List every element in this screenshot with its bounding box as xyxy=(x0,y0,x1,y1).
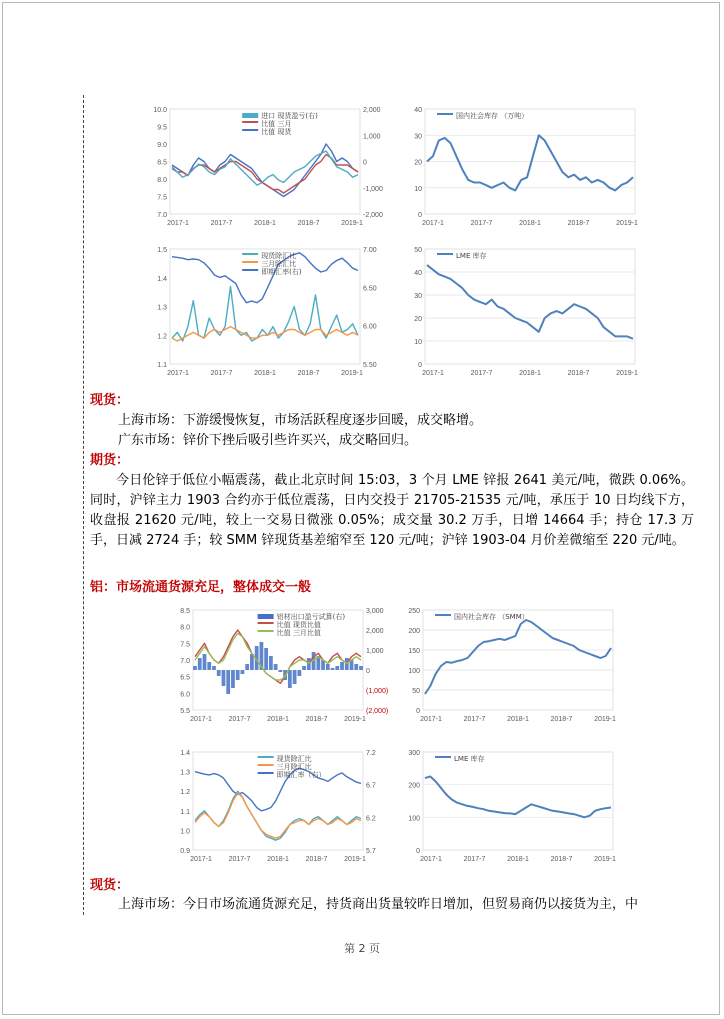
y-right-tick-label: 1,000 xyxy=(363,133,381,141)
y-right-tick-label: (1,000) xyxy=(366,688,389,695)
x-tick-label: 2017-1 xyxy=(422,220,444,227)
y-tick-label: 1.2 xyxy=(180,789,190,797)
x-tick-label: 2017-7 xyxy=(210,220,233,227)
y-tick-label: 6.0 xyxy=(180,691,190,699)
legend-label: 现货除汇比 xyxy=(261,252,297,260)
page-number: 第 2 页 xyxy=(344,942,380,955)
zinc-ratio-chart-svg xyxy=(140,97,390,232)
legend-label: 铝材出口盈亏试算(右) xyxy=(276,613,346,621)
x-tick-label: 2018-1 xyxy=(254,220,276,227)
legend-swatch xyxy=(242,121,258,123)
x-tick-label: 2017-7 xyxy=(228,856,251,863)
zinc-fx-ratio-chart-svg xyxy=(140,237,390,382)
bar xyxy=(250,654,254,670)
x-tick-label: 2017-7 xyxy=(470,370,493,377)
y-right-tick-label: 1,000 xyxy=(366,648,384,655)
legend-label: 三月除汇比 xyxy=(261,260,297,268)
aluminum-fx-ratio-chart-svg xyxy=(165,740,393,868)
aluminum-fx-ratio-chart xyxy=(165,740,393,868)
y-right-tick-label: 3,000 xyxy=(366,608,384,615)
legend-label: 即期汇率（右） xyxy=(276,771,326,779)
legend-label: LME 库存 xyxy=(454,755,485,763)
y-tick-label: 30 xyxy=(414,293,422,300)
y-right-tick-label: (2,000) xyxy=(366,708,389,715)
legend-swatch xyxy=(242,113,258,118)
x-tick-label: 2019-1 xyxy=(341,220,363,227)
y-right-tick-label: -1,000 xyxy=(363,185,383,193)
y-right-tick-label: 6.2 xyxy=(366,815,376,823)
y-right-tick-label: 2,000 xyxy=(366,628,384,635)
y-tick-label: 1.0 xyxy=(180,828,190,836)
bar xyxy=(274,664,278,670)
margin-guide-line xyxy=(83,95,84,915)
legend-label: 国内社会库存 （万吨） xyxy=(456,112,529,120)
bar xyxy=(278,670,282,672)
aluminum-spot-heading: 现货： xyxy=(90,878,130,893)
aluminum-lme-stock-chart-svg xyxy=(398,740,623,868)
bar xyxy=(226,670,230,694)
y-tick-label: 0 xyxy=(416,848,420,855)
y-tick-label: 100 xyxy=(408,815,420,823)
y-tick-label: 7.0 xyxy=(157,212,167,219)
x-tick-label: 2017-7 xyxy=(210,370,233,377)
zinc-fx-ratio-chart xyxy=(140,237,390,382)
legend-swatch xyxy=(242,253,258,255)
zinc-ratio-chart xyxy=(140,97,390,232)
legend-swatch xyxy=(437,253,453,255)
x-tick-label: 2019-1 xyxy=(616,370,638,377)
legend-swatch xyxy=(435,756,451,758)
legend-label: 比值 三月比值 xyxy=(276,629,321,637)
bar xyxy=(354,664,358,670)
plot-area xyxy=(423,752,613,850)
plot-area xyxy=(425,249,635,364)
x-tick-label: 2018-7 xyxy=(567,220,590,227)
zinc-spot-heading: 现货： xyxy=(90,393,130,408)
bar xyxy=(231,670,235,688)
legend-swatch xyxy=(242,261,258,263)
y-tick-label: 30 xyxy=(414,133,422,141)
y-tick-label: 6.5 xyxy=(180,674,190,682)
bar xyxy=(198,658,202,670)
x-tick-label: 2018-7 xyxy=(550,716,573,723)
aluminum-spot-shanghai: 上海市场：今日市场流通货源充足，持货商出货量较昨日增加，但贸易商仍以接货为主，中 xyxy=(118,897,639,912)
y-tick-label: 50 xyxy=(414,247,422,254)
zinc-domestic-stock-chart-svg xyxy=(400,97,645,232)
legend-swatch xyxy=(258,622,274,624)
y-tick-label: 1.5 xyxy=(157,247,167,254)
series-line xyxy=(425,620,611,694)
y-right-tick-label: 5.50 xyxy=(363,362,377,369)
y-tick-label: 7.0 xyxy=(180,658,190,665)
y-tick-label: 200 xyxy=(408,628,420,635)
x-tick-label: 2018-7 xyxy=(550,856,573,863)
series-line xyxy=(425,777,611,818)
x-tick-label: 2019-1 xyxy=(341,370,363,377)
zinc-spot-shanghai: 上海市场：下游缓慢恢复，市场活跃程度逐步回暖，成交略增。 xyxy=(118,413,483,428)
bar xyxy=(236,670,240,680)
y-tick-label: 8.0 xyxy=(157,177,167,184)
y-tick-label: 5.5 xyxy=(180,708,190,715)
legend-label: LME 库存 xyxy=(456,252,487,260)
series-line xyxy=(427,135,633,190)
y-right-tick-label: 6.00 xyxy=(363,323,377,331)
y-tick-label: 1.2 xyxy=(157,333,167,341)
series-line xyxy=(195,793,361,838)
y-tick-label: 250 xyxy=(408,608,420,615)
x-tick-label: 2017-1 xyxy=(420,856,442,863)
bar xyxy=(245,664,249,670)
x-tick-label: 2017-1 xyxy=(167,220,189,227)
zinc-futures-paragraph: 今日伦锌于低位小幅震荡，截止北京时间 15:03，3 个月 LME 锌报 2641 美元/吨，微跌 0.06%。同时，沪锌主力 1903 合约亦于低位震荡，日内交投于 21705-21535 元/吨，承压于 10 日均线下方，收盘报 21620 元/吨，较上一交易日微涨 0.05%；成交量 30.2 万手，日增 14664 手；持仓 17.3 万手，日减 2724 手；较 SMM 锌现货基差缩窄至 120 元/吨；沪锌 1903-04 月价差微缩至 220 元/吨。 xyxy=(90,473,694,548)
y-tick-label: 200 xyxy=(408,782,420,790)
legend-swatch xyxy=(437,113,453,115)
zinc-lme-stock-chart xyxy=(400,237,645,382)
y-tick-label: 8.5 xyxy=(157,159,167,167)
series-line xyxy=(172,155,358,194)
x-tick-label: 2018-1 xyxy=(507,856,529,863)
legend-label: 比值 三月 xyxy=(261,120,292,128)
y-right-tick-label: 6.50 xyxy=(363,285,377,293)
y-right-tick-label: 7.2 xyxy=(366,750,376,757)
y-right-tick-label: 2,000 xyxy=(363,107,381,114)
x-tick-label: 2017-1 xyxy=(167,370,189,377)
y-tick-label: 9.5 xyxy=(157,124,167,132)
x-tick-label: 2018-1 xyxy=(267,716,289,723)
y-tick-label: 100 xyxy=(408,668,420,675)
x-tick-label: 2019-1 xyxy=(594,716,616,723)
y-tick-label: 8.0 xyxy=(180,624,190,632)
legend-swatch xyxy=(435,614,451,616)
y-tick-label: 1.3 xyxy=(180,769,190,777)
aluminum-lme-stock-chart xyxy=(398,740,623,868)
y-tick-label: 1.3 xyxy=(157,304,167,312)
bar xyxy=(293,670,297,684)
y-tick-label: 20 xyxy=(414,316,422,323)
zinc-futures-heading: 期货： xyxy=(90,453,130,468)
y-tick-label: 40 xyxy=(414,107,422,114)
x-tick-label: 2019-1 xyxy=(344,716,366,723)
bar xyxy=(269,656,273,670)
bar xyxy=(217,670,221,676)
y-tick-label: 40 xyxy=(414,270,422,277)
series-line xyxy=(172,151,358,185)
y-tick-label: 50 xyxy=(412,688,420,695)
x-tick-label: 2018-1 xyxy=(519,220,541,227)
x-tick-label: 2017-7 xyxy=(228,716,251,723)
bar xyxy=(307,658,311,670)
y-right-tick-label: 0 xyxy=(366,668,370,675)
x-tick-label: 2017-7 xyxy=(470,220,493,227)
y-tick-label: 8.5 xyxy=(180,608,190,615)
bar xyxy=(326,664,330,670)
y-right-tick-label: 5.7 xyxy=(366,848,376,855)
y-tick-label: 0 xyxy=(416,708,420,715)
legend-swatch xyxy=(242,269,258,271)
series-line xyxy=(172,144,358,197)
bar xyxy=(207,662,211,670)
y-tick-label: 9.0 xyxy=(157,142,167,149)
series-line xyxy=(195,791,361,840)
x-tick-label: 2018-7 xyxy=(297,220,320,227)
aluminum-domestic-stock-chart-svg xyxy=(398,598,623,728)
aluminum-domestic-stock-chart xyxy=(398,598,623,728)
aluminum-section-title: 铝：市场流通货源充足，整体成交一般 xyxy=(90,580,312,595)
legend-label: 国内社会库存 （SMM） xyxy=(454,613,529,621)
y-right-tick-label: 6.7 xyxy=(366,782,376,790)
legend-label: 现货除汇比 xyxy=(276,755,312,763)
x-tick-label: 2019-1 xyxy=(616,220,638,227)
y-tick-label: 20 xyxy=(414,159,422,167)
legend-swatch xyxy=(258,630,274,632)
x-tick-label: 2019-1 xyxy=(344,856,366,863)
legend-swatch xyxy=(258,614,274,619)
legend-swatch xyxy=(258,756,274,758)
legend-swatch xyxy=(242,129,258,131)
aluminum-ratio-chart-svg xyxy=(165,598,393,728)
x-tick-label: 2018-7 xyxy=(297,370,320,377)
zinc-spot-guangdong: 广东市场：锌价下挫后吸引些许买兴，成交略回归。 xyxy=(118,433,418,448)
y-tick-label: 10 xyxy=(414,185,422,193)
y-tick-label: 10.0 xyxy=(153,107,167,114)
bar xyxy=(340,662,344,670)
y-tick-label: 150 xyxy=(408,648,420,655)
y-tick-label: 1.1 xyxy=(180,808,190,816)
bar xyxy=(359,666,363,670)
y-right-tick-label: 0 xyxy=(363,159,367,167)
x-tick-label: 2017-7 xyxy=(463,716,486,723)
bar xyxy=(345,658,349,670)
x-tick-label: 2019-1 xyxy=(594,856,616,863)
bar xyxy=(222,670,226,686)
legend-label: 三月除汇比 xyxy=(276,763,312,771)
series-line xyxy=(427,265,633,339)
y-tick-label: 0 xyxy=(418,362,422,369)
x-tick-label: 2017-1 xyxy=(190,716,212,723)
x-tick-label: 2017-7 xyxy=(463,856,486,863)
y-tick-label: 1.4 xyxy=(157,275,167,283)
bar xyxy=(335,666,339,670)
y-tick-label: 1.4 xyxy=(180,750,190,757)
bar xyxy=(331,668,335,670)
bar xyxy=(203,654,207,670)
bar xyxy=(288,670,292,688)
plot-area xyxy=(423,610,613,710)
y-tick-label: 10 xyxy=(414,339,422,346)
legend-swatch xyxy=(258,764,274,766)
y-tick-label: 7.5 xyxy=(180,641,190,649)
y-tick-label: 300 xyxy=(408,750,420,757)
x-tick-label: 2018-7 xyxy=(567,370,590,377)
bar xyxy=(212,666,216,670)
bar xyxy=(297,670,301,676)
bar xyxy=(302,666,306,670)
y-tick-label: 0.9 xyxy=(180,848,190,855)
legend-label: 比值 现货比值 xyxy=(276,621,321,629)
legend-swatch xyxy=(258,772,274,774)
y-tick-label: 0 xyxy=(418,212,422,219)
legend-label: 即期汇率(右) xyxy=(261,268,302,276)
legend-label: 比值 现货 xyxy=(261,128,292,136)
aluminum-ratio-chart xyxy=(165,598,393,728)
y-right-tick-label: -2,000 xyxy=(363,212,383,219)
x-tick-label: 2017-1 xyxy=(422,370,444,377)
x-tick-label: 2018-1 xyxy=(507,716,529,723)
bar xyxy=(264,648,268,670)
bar xyxy=(193,666,197,670)
x-tick-label: 2017-1 xyxy=(190,856,212,863)
zinc-lme-stock-chart-svg xyxy=(400,237,645,382)
bar xyxy=(241,670,245,674)
y-right-tick-label: 7.00 xyxy=(363,247,377,254)
y-tick-label: 1.1 xyxy=(157,362,167,369)
x-tick-label: 2018-7 xyxy=(305,856,328,863)
x-tick-label: 2018-7 xyxy=(305,716,328,723)
x-tick-label: 2017-1 xyxy=(420,716,442,723)
x-tick-label: 2018-1 xyxy=(254,370,276,377)
x-tick-label: 2018-1 xyxy=(519,370,541,377)
legend-label: 进口 现货盈亏(右) xyxy=(261,112,318,120)
y-tick-label: 7.5 xyxy=(157,194,167,202)
zinc-domestic-stock-chart xyxy=(400,97,645,232)
x-tick-label: 2018-1 xyxy=(267,856,289,863)
